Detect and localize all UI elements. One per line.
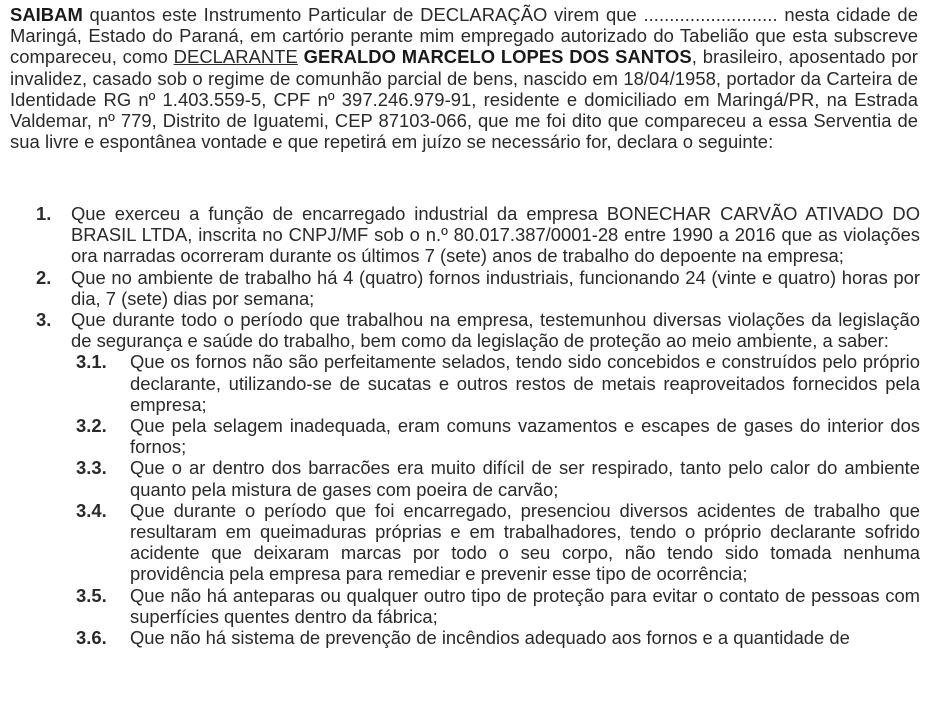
intro-paragraph (10, 4, 918, 152)
sub-item-text: Que os fornos não são perfeitamente selados, tendo sido concebidos e construídos pelo próprio declarante, utilizando-se de sucatas e outros restos de metais reaproveitados fornecidos pela empresa; (130, 351, 920, 415)
sub-list-item (0, 457, 947, 499)
sub-list-item (0, 585, 947, 627)
item-number: 2. (36, 266, 52, 288)
sub-items (0, 351, 947, 648)
item-text: Que exerceu a função de encarregado industrial da empresa BONECHAR CARVÃO ATIVADO DO BRASIL LTDA, inscrita no CNPJ/MF sob o n.º 80.017.387/0001-28 entre 1990 a 2016 que as violações ora narradas ocorreram durante os últimos 7 (sete) anos de trabalho do depoente na empresa; (71, 203, 920, 267)
intro-text-1: quantos este Instrumento Particular de DECLARAÇÃO virem que .......................... nesta cidade de Maringá, Estado do Paraná, em cartório perante mim empregado autorizado do Tabelião que esta subscreve compareceu, como (10, 4, 918, 68)
declaration-items (0, 203, 947, 648)
sub-item-text: Que pela selagem inadequada, eram comuns vazamentos e escapes de gases do interior dos fornos; (130, 415, 920, 458)
sub-item-number: 3.1. (76, 351, 107, 373)
list-item (0, 267, 947, 309)
declarant-name: GERALDO MARCELO LOPES DOS SANTOS (297, 46, 692, 68)
sub-item-text: Que o ar dentro dos barracões era muito difícil de ser respirado, tanto pelo calor do ambiente quanto pela mistura de gases com poeira de carvão; (130, 457, 920, 500)
intro-lead: SAIBAM (10, 4, 83, 25)
sub-item-text: Que não há anteparas ou qualquer outro tipo de proteção para evitar o contato de pessoas com superfícies quentes dentro da fábrica; (130, 584, 920, 627)
sub-item-text: Que não há sistema de prevenção de incêndios adequado aos fornos e a quantidade de (130, 627, 850, 649)
sub-item-number: 3.4. (76, 499, 107, 521)
sub-item-number: 3.5. (76, 584, 107, 606)
sub-list-item (0, 415, 947, 457)
sub-item-number: 3.6. (76, 627, 107, 649)
list-item (0, 309, 947, 648)
list-item (0, 203, 947, 267)
sub-list-item (0, 627, 947, 648)
sub-list-item (0, 500, 947, 585)
sub-list-item (0, 351, 947, 415)
intro-text-2: , brasileiro, aposentado por invalidez, casado sob o regime de comunhão parcial de bens, nascido em 18/04/1958, portador da Carteira de Identidade RG nº 1.403.559-5, CPF nº 397.246.979-91, residente e domiciliado em Maringá/PR, na Estrada Valdemar, nº 779, Distrito de Iguatemi, CEP 87103-066, que me foi dito que compareceu a essa Serventia de sua livre e espontânea vontade e que repetirá em juízo se necessário for, declara o seguinte: (10, 46, 918, 153)
sub-item-number: 3.3. (76, 457, 107, 479)
sub-item-number: 3.2. (76, 415, 107, 437)
item-number: 1. (36, 203, 52, 224)
sub-item-text: Que durante o período que foi encarregado, presenciou diversos acidentes de trabalho que resultaram em queimaduras próprias e em trabalhadores, tendo o próprio declarante sofrido acidente que deixaram marcas por todo o seu corpo, não tendo sido tomada nenhuma providência pela empresa para remediar e prevenir esse tipo de ocorrência; (130, 499, 920, 585)
item-number: 3. (36, 309, 52, 331)
item-text: Que durante todo o período que trabalhou na empresa, testemunhou diversas violações da legislação de segurança e saúde do trabalho, bem como da legislação de proteção ao meio ambiente, a saber: (71, 309, 920, 352)
declarant-role: DECLARANTE (173, 46, 298, 68)
item-text: Que no ambiente de trabalho há 4 (quatro) fornos industriais, funcionando 24 (vinte e quatro) horas por dia, 7 (sete) dias por semana; (71, 266, 920, 309)
